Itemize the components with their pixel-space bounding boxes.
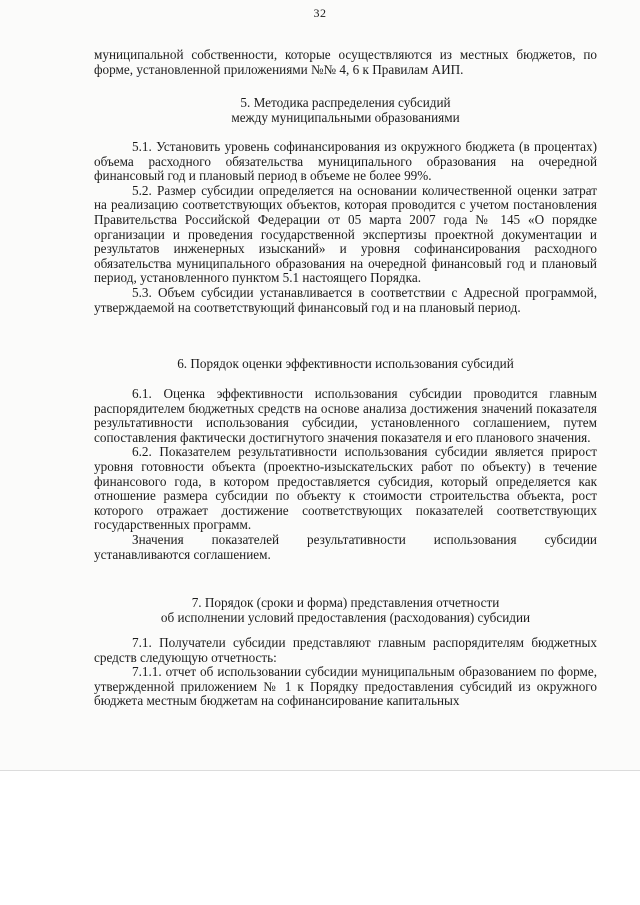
paragraph-5-1: 5.1. Установить уровень софинансирования из окружного бюджета (в процентах) объема расходного обязательства муниципального образования на очередной финансовый год и плановый период в объеме не более 99%.: [94, 139, 597, 184]
paragraph-7-1-1: 7.1.1. отчет об использовании субсидии муниципальным образованием по форме, утвержденной приложением № 1 к Порядку предоставления субсидий из окружного бюджета местным бюджетам на софинансирование капитальных: [94, 664, 597, 709]
section-7-title-line-1: 7. Порядок (сроки и форма) представления отчетности: [191, 595, 500, 610]
section-7-heading: [94, 595, 597, 625]
section-7-title-line-2: об исполнении условий предоставления (расходования) субсидии: [160, 610, 531, 625]
paragraph-6-1: 6.1. Оценка эффективности использования субсидии проводится главным распорядителем бюджетных средств на основе анализа достижения значений показателя результативности использования субсидии, установленного соглашением, путем сопоставления фактически достигнутого значения показателя и его планового значения.: [94, 386, 597, 445]
section-6-title: 6. Порядок оценки эффективности использования субсидий: [177, 356, 514, 371]
section-6-heading: [94, 356, 597, 371]
section-5-body: [94, 140, 597, 315]
section-7-body: [94, 636, 597, 709]
paragraph-5-2: 5.2. Размер субсидии определяется на основании количественной оценки затрат на реализацию соответствующих объектов, которая проводится с учетом постановления Правительства Российской Федерации от 05 марта 2007 года № 145 «О порядке организации и проведения государственной экспертизы проектной документации и результатов инженерных изысканий» и уровня софинансирования расходного обязательства муниципального образования на очередной финансовый год и плановый период, установленного пунктом 5.1 настоящего Порядка.: [94, 182, 597, 286]
paragraph-6-3: Значения показателей результативности использования субсидии устанавливаются соглашением.: [94, 531, 597, 562]
section-6-body: [94, 387, 597, 562]
section-5-title-line-2: между муниципальными образованиями: [231, 110, 460, 125]
intro-paragraph-block: [94, 48, 597, 77]
paragraph-7-1: 7.1. Получатели субсидии представляют главным распорядителям бюджетных средств следующую отчетность:: [94, 635, 597, 665]
section-5-title-line-1: 5. Методика распределения субсидий: [240, 95, 451, 110]
section-5-heading: [94, 95, 597, 125]
paragraph-5-3: 5.3. Объем субсидии устанавливается в соответствии с Адресной программой, утверждаемой на соответствующий финансовый год и на плановый период.: [94, 284, 597, 315]
intro-paragraph: муниципальной собственности, которые осуществляются из местных бюджетов, по форме, установленной приложениями №№ 4, 6 к Правилам АИП.: [94, 47, 597, 77]
page-number: 32: [313, 6, 327, 20]
paragraph-6-2: 6.2. Показателем результативности использования субсидии является прирост уровня готовности объекта (проектно-изыскательских работ по объекту) в течение финансового года, в котором предоставляется субсидия, который определяется как отношение размера субсидии по объекту к стоимости строительства объекта, рост которого отражает достижение соответствующих показателей соответствующих государственных программ.: [94, 444, 597, 533]
